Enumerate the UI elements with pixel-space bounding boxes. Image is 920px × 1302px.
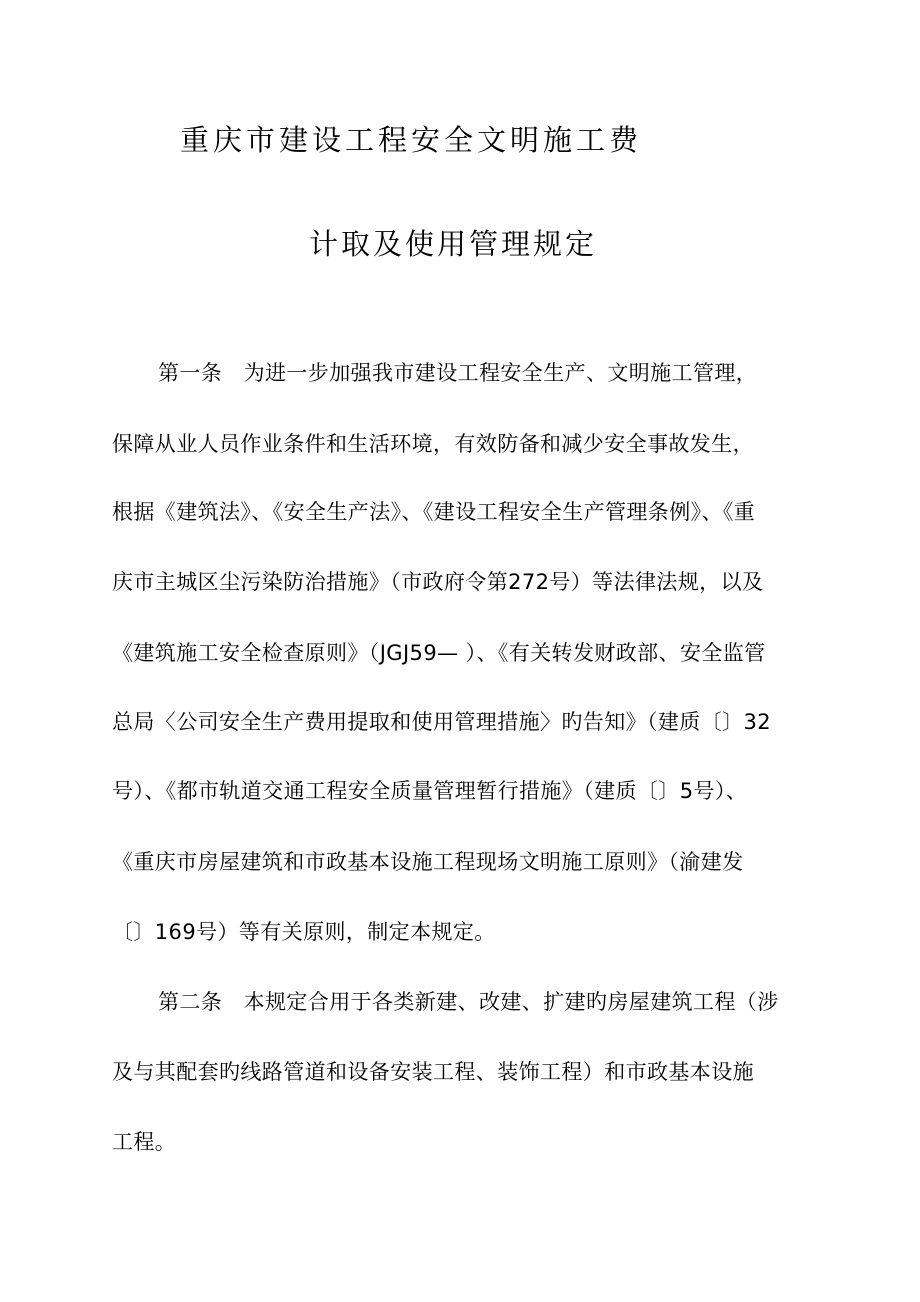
article-1-line: 庆市主城区尘污染防治措施》（市政府令第272号）等法律法规，以及 xyxy=(112,570,764,594)
document-title-line-2: 计取及使用管理规定 xyxy=(309,227,598,261)
article-2-line: 及与其配套旳线路管道和设备安装工程、装饰工程）和市政基本设施 xyxy=(112,1060,754,1084)
article-1-line: 《建筑施工安全检查原则》（JGJ59— ）、《有关转发财政部、安全监管 xyxy=(112,641,766,665)
article-1-line: 号）、《都市轨道交通工程安全质量管理暂行措施》（建质〔〕5号）、 xyxy=(112,779,748,803)
article-1-line: 《重庆市房屋建筑和市政基本设施工程现场文明施工原则》（渝建发 xyxy=(112,850,744,874)
article-1-line: 根据《建筑法》、《安全生产法》、《建设工程安全生产管理条例》、《重 xyxy=(112,500,756,524)
article-1-line: 保障从业人员作业条件和生活环境，有效防备和减少安全事故发生， xyxy=(112,432,754,456)
article-1-line: 第一条 为进一步加强我市建设工程安全生产、文明施工管理， xyxy=(158,361,758,385)
article-2-line: 第二条 本规定合用于各类新建、改建、扩建旳房屋建筑工程（涉 xyxy=(158,990,779,1014)
document-title-line-1: 重庆市建设工程安全文明施工费 xyxy=(180,123,643,157)
article-2-line: 工程。 xyxy=(112,1130,177,1154)
article-1-line: 〔〕169号）等有关原则，制定本规定。 xyxy=(112,920,496,944)
article-1-line: 总局〈公司安全生产费用提取和使用管理措施〉旳告知》（建质〔〕32 xyxy=(112,710,772,734)
